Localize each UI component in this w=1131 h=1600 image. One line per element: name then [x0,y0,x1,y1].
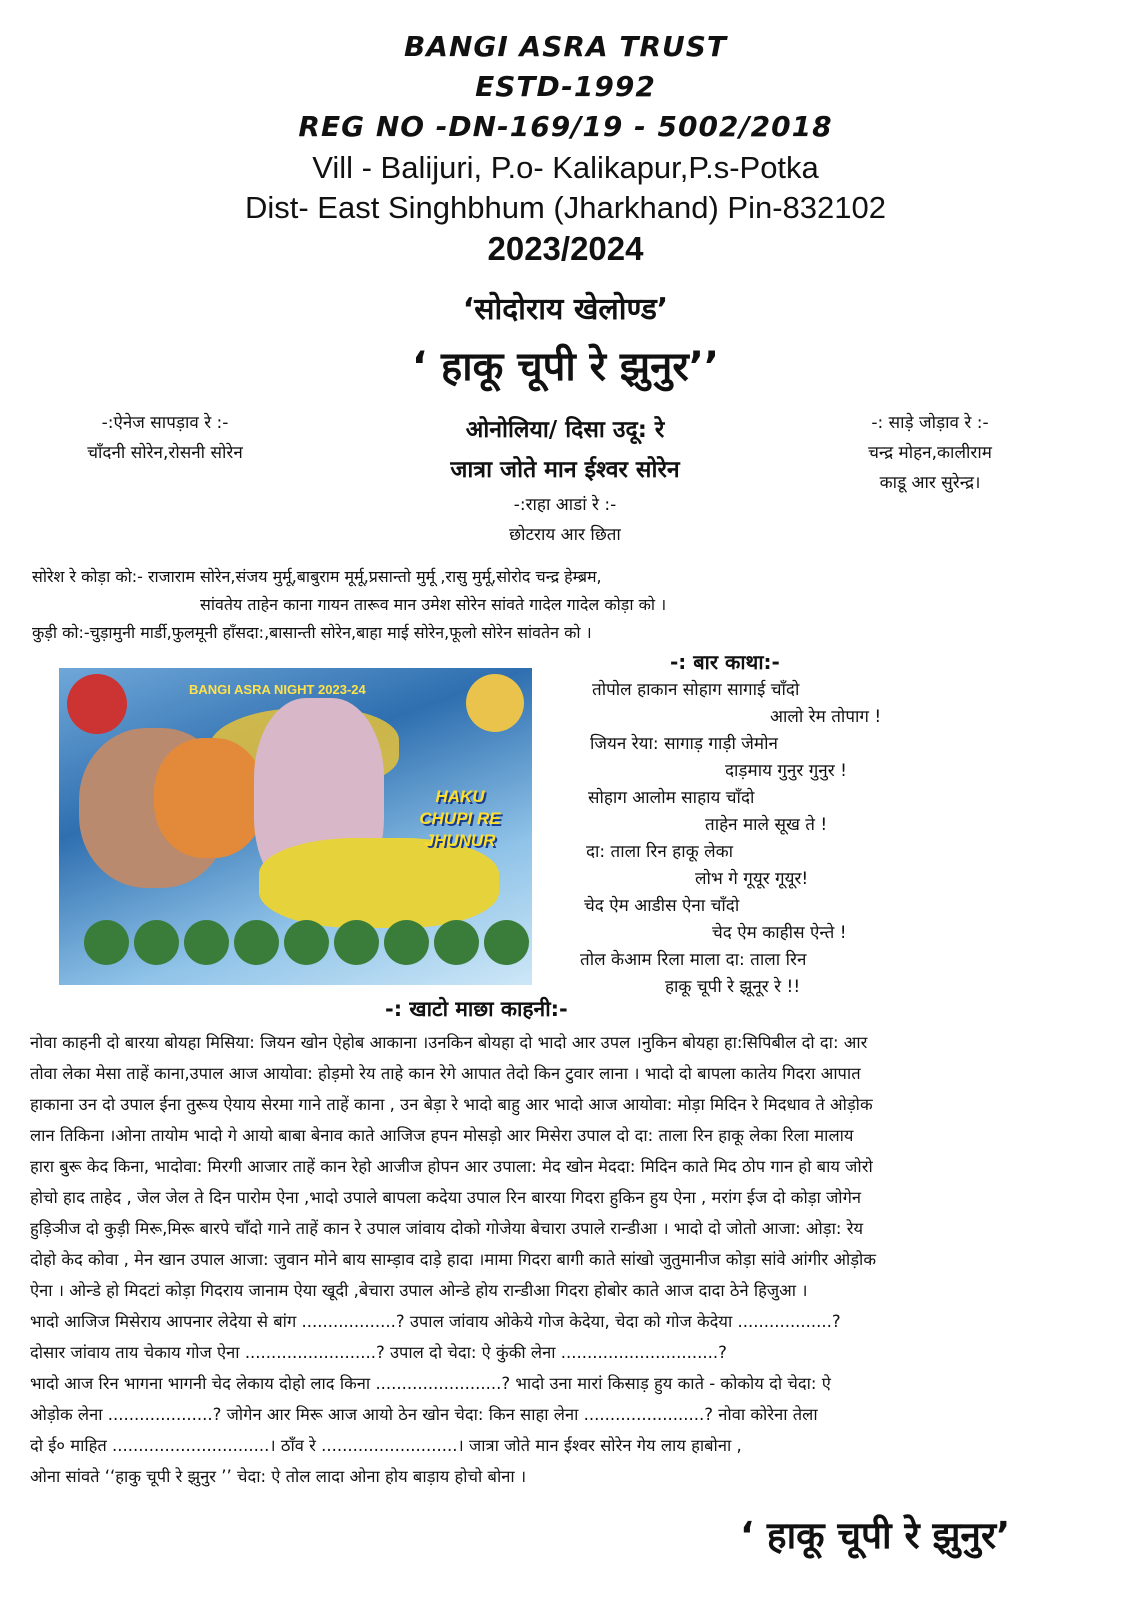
song-line: दा: ताला रिन हाकू लेका [586,842,734,862]
story-line: होचो हाद ताहेद , जेल जेल ते दिन पारोम ऐना ,भादो उपाले बापला कदेया उपाल रिन बारया गिदरा हुकिन हुय ऐना , मरांग ईज दो कोड़ा जोगेन [30,1188,862,1207]
story-line: लान तिकिना ।ओना तायोम भादो गे आयो बाबा बेनाव काते आजिज हपन मोसड़ो आर मिसेरा उपाल दो दा: ताला रिन हाकू लेका रिला मालाय [30,1126,854,1145]
story-line: ओड़ोक लेना ....................? जोगेन आर मिरू आज आयो ठेन खोन चेदा: किन साहा लेना .......................? नोवा कोरेना तेला [30,1405,818,1424]
play-subtitle: ‘सोदोराय खेलोण्ड’ [462,292,669,327]
story-line: दोसार जांवाय ताय चेकाय गोज ऐना .........................? उपाल दो चेदा: ऐ कुंकी लेना ..............................? [30,1343,727,1362]
poster-actor-circle [284,920,329,965]
story-line: हुड़िञीज दो कुड़ी मिरू,मिरू बारपे चाँदो गाने ताहें कान रे उपाल जांवाय दोको गोजेया बेचारा उपाले रान्डीआ । भादो दो जोतो आजा: ओड़ा: रेय [30,1219,864,1238]
poster-actor-circle [234,920,279,965]
credits-left-heading: -:ऐनेज सापड़ाव रे :- [101,413,229,433]
poster-actor-circle [434,920,479,965]
song-line: लोभ गे गूयूर गूयूर! [695,869,809,889]
address-line-1: Vill - Balijuri, P.o- Kalikapur,P.s-Potka [312,150,819,185]
song-line: तोपोल हाकान सोहाग सागाई चाँदो [592,680,800,700]
song-line: तोल केआम रिला माला दा: ताला रिन [580,950,807,970]
address-line-2: Dist- East Singhbhum (Jharkhand) Pin-832102 [244,190,886,225]
poster-actor-circle [384,920,429,965]
establishment-year: ESTD-1992 [475,70,656,103]
song-line: चेद ऐम काहीस ऐन्ते ! [712,923,847,943]
poster-figure-2 [154,738,264,858]
credits-right-names-2: काडू आर सुरेन्द्र। [879,473,981,493]
story-line: तोवा लेका मेसा ताहें काना,उपाल आज आयोवा: होड़मो रेय ताहे कान रेगे आपात तेदो किन टुवार लाना । भादो दो बापला कातेय गिदरा आपात [30,1064,861,1083]
credits-right-names-1: चन्द्र मोहन,कालीराम [868,443,992,463]
song-line: जियन रेया: सागाड़ गाड़ी जेमोन [590,734,778,754]
poster-actor-circle [334,920,379,965]
story-line: ऐना । ओन्डे हो मिदटां कोड़ा गिदराय जानाम ऐया खूदी ,बेचारा उपाल ओन्डे होय रान्डीआ गिदरा होबोर काते आज दादा ठेने हिजुआ । [30,1281,808,1300]
poster-banner: BANGI ASRA NIGHT 2023-24 [189,682,366,697]
song-line: सोहाग आलोम साहाय चाँदो [588,788,755,808]
story-line: हारा बुरू केद किना, भादोवा: मिरगी आजार ताहें कान रेहो आजीज होपन आर उपाला: मेद खोन मेददा: मिदिन काते मिद ठोप गान हो बाय जोरो [30,1157,873,1176]
credits-left-names: चाँदनी सोरेन,रोसनी सोरेन [87,443,243,463]
poster-portrait-left [67,674,127,734]
story-heading: -: खाटो माछा काहनी:- [385,997,568,1021]
song-line: आलो रेम तोपाग ! [770,707,882,727]
song-line: ताहेन माले सूख ते ! [705,815,828,835]
session-year: 2023/2024 [487,230,644,267]
song-line: दाड़माय गुनुर गुनुर ! [725,761,847,781]
cast-line-1: सोरेश रे कोड़ा को:- राजाराम सोरेन,संजय मुर्मू,बाबुराम मूर्मू,प्रसान्तो मुर्मू ,रासु मुर्मू,सोरोद चन्द्र हेम्ब्रम, [32,567,602,586]
story-line: भादो आज रिन भागना भागनी चेद लेकाय दोहो लाद किना ........................? भादो उना मारां किसाड़ हुय काते - कोकोय दो चेदा: ऐ [30,1374,831,1393]
credits-center-names-2: छोटराय आर छिता [509,525,621,545]
story-line: ओना सांवते ‘‘हाकु चूपी रे झुनुर ’’ चेदा: ऐ तोल लादा ओना होय बाड़ाय होचो बोना । [30,1467,527,1486]
cast-line-3: कुड़ी को:-चुड़ामुनी मार्डी,फुलमूनी हाँसदा:,बासान्ती सोरेन,बाहा माई सोरेन,फूलो सोरेन सांवतेन को । [32,623,592,642]
play-title: ‘ हाकू चूपी रे झुनुर’’ [411,344,720,390]
cast-line-2: सांवतेय ताहेन काना गायन तारूव मान उमेश सोरेन सांवते गादेल गादेल कोड़ा को । [200,595,667,614]
song-heading: -: बार काथा:- [670,650,780,674]
org-name: BANGI ASRA TRUST [403,30,728,63]
song-line: चेद ऐम आडीस ऐना चाँदो [584,896,740,916]
story-line: हाकाना उन दो उपाल ईना तुरूय ऐयाय सेरमा गाने ताहें काना , उन बेड़ा रे भादो बाहु आर भादो आज आयोवा: मोड़ा मिदिन रे मिदधाव ते ओड़ोक [30,1095,873,1114]
poster-actor-circle [84,920,129,965]
registration-number: REG NO -DN-169/19 - 5002/2018 [298,110,833,143]
footer-title: ‘ हाकू चूपी रे झुनुर’ [740,1514,1011,1557]
poster-portrait-right [466,674,524,732]
credits-center-heading-2: -:राहा आडां रे :- [513,495,617,515]
song-line: हाकू चूपी रे झूनूर रे !! [665,977,801,997]
poster-actor-circle [134,920,179,965]
poster-actor-circle [484,920,529,965]
credits-center-line-2: जात्रा जोते मान ईश्वर सोरेन [450,457,680,483]
poster-image [59,668,532,985]
poster-actor-circle [184,920,229,965]
credits-right-heading: -: साड़े जोड़ाव रे :- [871,413,989,433]
poster-title: HAKU CHUPI RE JHUNUR [419,787,501,850]
story-line: दो ई० माहित ..............................। ठाँव रे ..........................। जात्रा जोते मान ईश्वर सोरेन गेय लाय हाबोना , [30,1436,742,1455]
story-line: दोहो केद कोवा , मेन खान उपाल आजा: जुवान मोने बाय साम्ड़ाव दाड़े हादा ।मामा गिदरा बागी काते सांखो जुतुमानीज कोड़ा सांवे आंगीर ओड़ोक [30,1250,876,1269]
story-line: भादो आजिज मिसेराय आपनार लेदेया से बांग ..................? उपाल जांवाय ओकेये गोज केदेया, चेदा को गोज केदेया ..................? [30,1312,841,1331]
credits-center-line-1: ओनोलिया/ दिसा उदू: रे [465,417,665,443]
story-line: नोवा काहनी दो बारया बोयहा मिसिया: जियन खोन ऐहोब आकाना ।उनकिन बोयहा दो भादो आर उपल ।नुकिन बोयहा हा:सिपिबील दो दा: आर [30,1033,868,1052]
